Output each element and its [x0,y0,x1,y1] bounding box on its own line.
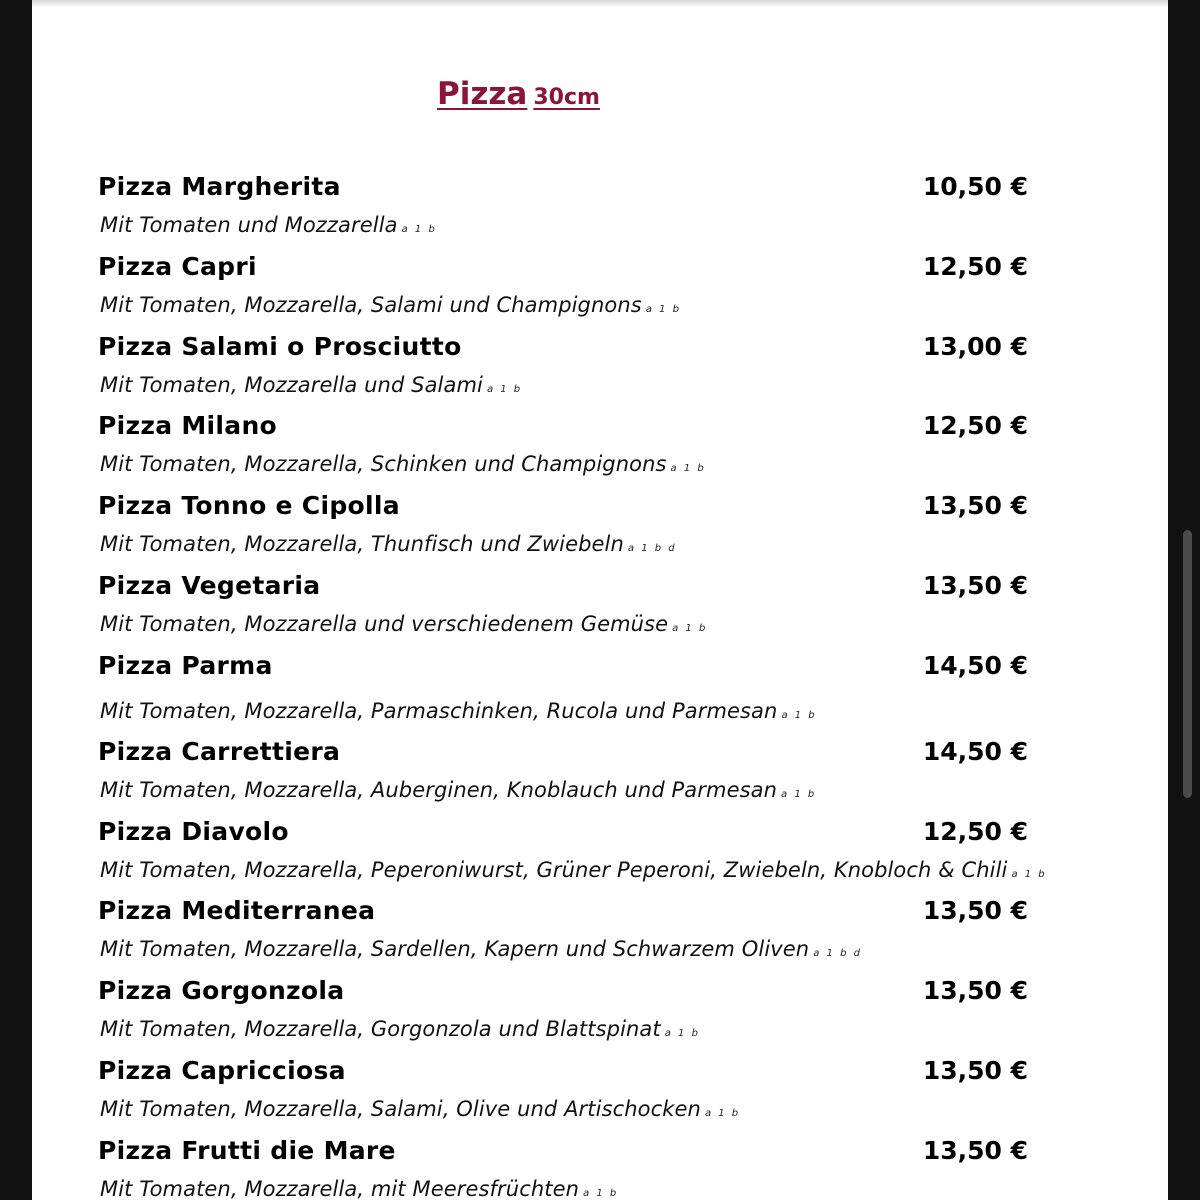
allergen-codes: a 1 b [583,1187,619,1199]
item-description: Mit Tomaten, Mozzarella, Sardellen, Kapern und Schwarzem Oliven a 1 b d [100,937,862,962]
pizza-menu-list [98,168,1047,1200]
item-name: Pizza Parma [98,650,273,680]
item-price: 12,50 € [922,251,1028,281]
allergen-codes: a 1 b [672,622,708,634]
item-name: Pizza Gorgonzola [98,976,345,1006]
item-description: Mit Tomaten, Mozzarella, mit Meeresfrüchten a 1 b [100,1176,619,1200]
item-name: Pizza Margherita [98,172,341,201]
item-price: 13,50 € [922,570,1028,600]
item-description: Mit Tomaten, Mozzarella, Auberginen, Knoblauch und Parmesan a 1 b [100,777,817,802]
item-name: Pizza Mediterranea [98,896,376,926]
item-price: 14,50 € [922,650,1028,680]
allergen-codes: a 1 b [1011,868,1047,880]
item-price: 10,50 € [922,172,1028,201]
item-description: Mit Tomaten und Mozzarella a 1 b [100,213,437,237]
title-main: Pizza [437,76,528,112]
item-name: Pizza Vegetaria [98,570,321,600]
allergen-codes: a 1 b [704,1107,741,1119]
item-name: Pizza Salami o Prosciutto [98,331,462,361]
menu-item [98,813,1047,893]
item-description: Mit Tomaten, Mozzarella, Gorgonzola und Blattspinat a 1 b [100,1017,700,1042]
menu-item [98,487,1038,567]
allergen-codes: a 1 b [781,709,817,721]
menu-item [98,892,1038,972]
item-description: Mit Tomaten, Mozzarella, Schinken und Champignons a 1 b [100,452,706,477]
item-price: 12,50 € [922,411,1028,441]
menu-item [98,248,1038,328]
menu-item [98,1132,1038,1200]
allergen-codes: a 1 b [670,463,706,475]
menu-item [98,647,1038,733]
menu-item [98,328,1038,408]
vertical-scrollbar-thumb[interactable] [1183,530,1192,798]
item-description: Mit Tomaten, Mozzarella, Peperoniwurst, Grüner Peperoni, Zwiebeln, Knobloch & Chili a 1 b [100,857,1047,882]
item-description: Mit Tomaten, Mozzarella, Thunfisch und Zwiebeln a 1 b d [100,532,677,557]
allergen-codes: a 1 b d [627,543,677,555]
item-name: Pizza Capricciosa [98,1055,346,1085]
item-description: Mit Tomaten, Mozzarella und Salami a 1 b [100,372,523,397]
menu-item [98,733,1038,813]
item-price: 13,50 € [922,976,1028,1006]
item-price: 13,50 € [922,1055,1028,1085]
item-name: Pizza Milano [98,411,278,441]
menu-item [98,567,1038,647]
allergen-codes: a 1 b [486,383,523,395]
item-name: Pizza Capri [98,251,257,281]
allergen-codes: a 1 b [664,1028,700,1040]
item-description: Mit Tomaten, Mozzarella, Parmaschinken, Rucola und Parmesan a 1 b [100,698,817,723]
title-size: 30cm [533,85,600,110]
menu-item [98,168,1038,248]
menu-item [98,972,1038,1052]
item-description: Mit Tomaten, Mozzarella und verschiedenem Gemüse a 1 b [100,611,708,636]
item-description: Mit Tomaten, Mozzarella, Salami und Champignons a 1 b [100,292,682,317]
item-price: 13,50 € [922,491,1028,521]
item-name: Pizza Diavolo [98,816,289,846]
allergen-codes: a 1 b d [813,948,862,960]
item-price: 13,50 € [922,896,1028,926]
item-name: Pizza Tonno e Cipolla [98,491,400,521]
page-title [437,76,600,112]
page-edge [32,0,1168,8]
allergen-codes: a 1 b [781,788,817,800]
item-price: 13,50 € [922,1135,1028,1165]
item-name: Pizza Carrettiera [98,736,341,766]
menu-item [98,407,1038,487]
item-price: 14,50 € [922,736,1028,766]
item-price: 12,50 € [922,816,1028,846]
allergen-codes: a 1 b [401,224,437,235]
item-name: Pizza Frutti die Mare [98,1135,396,1165]
menu-page [32,0,1168,1200]
allergen-codes: a 1 b [645,303,682,315]
item-description: Mit Tomaten, Mozzarella, Salami, Olive und Artischocken a 1 b [100,1096,741,1121]
menu-item [98,1052,1038,1132]
item-price: 13,00 € [922,331,1028,361]
